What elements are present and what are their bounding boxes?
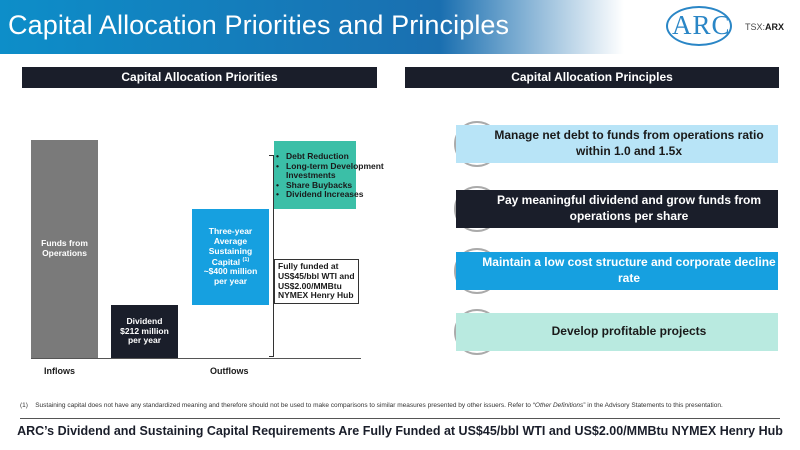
list-item: • Long-term Development Investments xyxy=(276,162,386,181)
bar-label-line: per year xyxy=(213,275,248,286)
ticker-symbol: ARX xyxy=(765,22,785,32)
footnote-number: (1) xyxy=(20,402,28,409)
principle-item: Pay meaningful dividend and grow funds from operations per share xyxy=(456,190,778,228)
bar-label-line: $212 million xyxy=(120,325,169,336)
bar-label xyxy=(41,239,88,259)
bar-label-line: Dividend xyxy=(126,315,163,326)
footnote-text-end: ” in the Advisory Statements to this presentation. xyxy=(583,402,723,409)
funded-note: Fully funded at US$45/bbl WTI and US$2.00/MMBtu NYMEX Henry Hub xyxy=(274,259,359,304)
arc-logo: ARC xyxy=(672,10,731,40)
list-item: • Share Buybacks xyxy=(276,181,386,191)
bar-label-line: Average xyxy=(213,236,248,247)
bar-label-line: per year xyxy=(127,335,162,346)
footnote-text: Sustaining capital does not have any standardized meaning and therefore should not be used to make comparisons to similar measures presented by other issuers. Refer to “ xyxy=(35,402,535,409)
x-axis-line xyxy=(31,358,361,359)
chart-bar xyxy=(192,209,269,305)
priorities-chart xyxy=(22,100,382,390)
bar-label-line: Sustaining xyxy=(208,245,253,256)
footnote-italic: Other Definitions xyxy=(534,402,584,409)
page-title: Capital Allocation Priorities and Principles xyxy=(8,10,510,40)
list-item: • Dividend Increases xyxy=(276,190,386,200)
bottom-takeaway: ARC’s Dividend and Sustaining Capital Requirements Are Fully Funded at US$45/bbl WTI and US$2.00/MMBtu NYMEX Henry Hub xyxy=(17,424,783,438)
bar-label xyxy=(120,317,169,346)
bar-label-line: ~$400 million xyxy=(203,266,258,277)
bar-label-line: Operations xyxy=(42,248,87,258)
bar-label xyxy=(204,227,258,286)
principle-item: Maintain a low cost structure and corporate decline rate xyxy=(456,252,778,290)
footnote-marker: (1) xyxy=(242,256,250,263)
bar-label-word: Capital xyxy=(211,256,241,267)
principles-panel-header: Capital Allocation Principles xyxy=(405,67,779,88)
chart-bar xyxy=(111,305,178,358)
funded-bracket xyxy=(269,155,274,357)
priorities-panel-header: Capital Allocation Priorities xyxy=(22,67,377,88)
divider xyxy=(20,418,780,419)
bar-label-line: Three-year xyxy=(208,226,253,237)
bar-label-line: Funds from xyxy=(41,238,88,249)
principle-item: Manage net debt to funds from operations ratio within 1.0 and 1.5x xyxy=(456,125,778,163)
chart-bar xyxy=(31,140,98,358)
uses-bullet-list xyxy=(276,152,386,200)
ticker-label xyxy=(745,22,784,32)
footnote xyxy=(20,402,790,409)
ticker-prefix: TSX: xyxy=(745,22,766,32)
x-tick-label: Outflows xyxy=(210,366,249,376)
principle-item: Develop profitable projects xyxy=(456,313,778,351)
x-tick-label: Inflows xyxy=(44,366,75,376)
list-item: • Debt Reduction xyxy=(276,152,386,162)
